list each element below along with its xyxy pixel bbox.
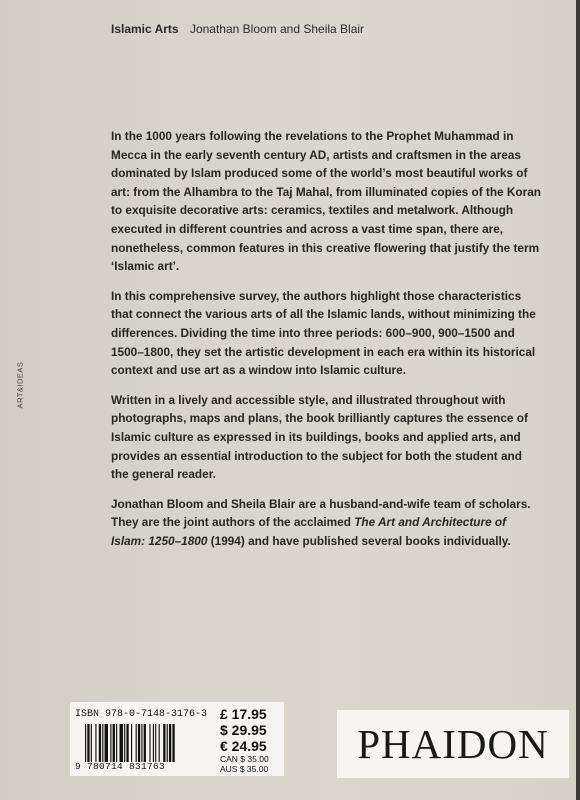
series-label: ART&IDEAS [15,361,25,409]
barcode-panel [70,702,284,776]
blurb-paragraph-3: Written in a lively and accessible style, and illustrated throughout with photographs, maps and plans, the book brilliantly captures the essence of Islamic culture as expressed in its buildings, books and applied arts, and provides an essential introduction to the subject for both the student and the general reader. [111,392,528,482]
publisher-logo: PHAIDON [357,721,549,767]
barcode-digits: 9 780714 831763 [75,761,166,772]
author-bio-text-end: (1994) and have published several books individually. [207,533,511,548]
price-aus: AUS $ 35.00 [220,764,269,774]
book-authors: Jonathan Bloom and Sheila Blair [189,22,365,36]
blurb-paragraph-1: In the 1000 years following the revelations to the Prophet Muhammad in Mecca in the early seventh century AD, artists and craftsmen in the areas dominated by Islam produced some of the world’s most beautiful works of art: from the Alhambra to the Taj Mahal, from illuminated copies of the Koran to exquisite decorative arts: ceramics, textiles and metalwork. Although executed in different countries and across a vast time span, there are, nonetheless, common features in this creative flowering that justify the term ‘Islamic art’. [111,129,541,274]
publisher-logo-box [337,710,569,778]
price-eur: € 24.95 [220,738,267,754]
blurb-paragraph-4 [111,495,541,551]
price-usd: $ 29.95 [220,722,267,738]
book-title: Islamic Arts [111,22,179,36]
author-bio-text: Jonathan Bloom and Sheila Blair are a husband-and-wife team of scholars. They are the joint authors of the acclaimed [111,496,531,530]
price-can: CAN $ 35.00 [220,754,269,764]
cover-edge [576,0,580,800]
book-header [111,22,364,36]
book-reference: The Art and Architecture of Islam: 1250–1800 [111,515,507,548]
barcode-icon [85,724,217,762]
price-list [220,706,269,774]
price-gbp: £ 17.95 [220,706,267,722]
isbn-text: ISBN 978-0-7148-3176-3 [75,709,208,720]
blurb-paragraph-2: In this comprehensive survey, the authors highlight those characteristics that connect the various arts of all the Islamic lands, without minimizing the differences. Dividing the time into three periods: 600–900, 900–1500 and 1500–1800, they set the artistic development in each era within its historical context and use art as a window into Islamic culture. [111,288,536,378]
blurb-text [111,127,541,561]
